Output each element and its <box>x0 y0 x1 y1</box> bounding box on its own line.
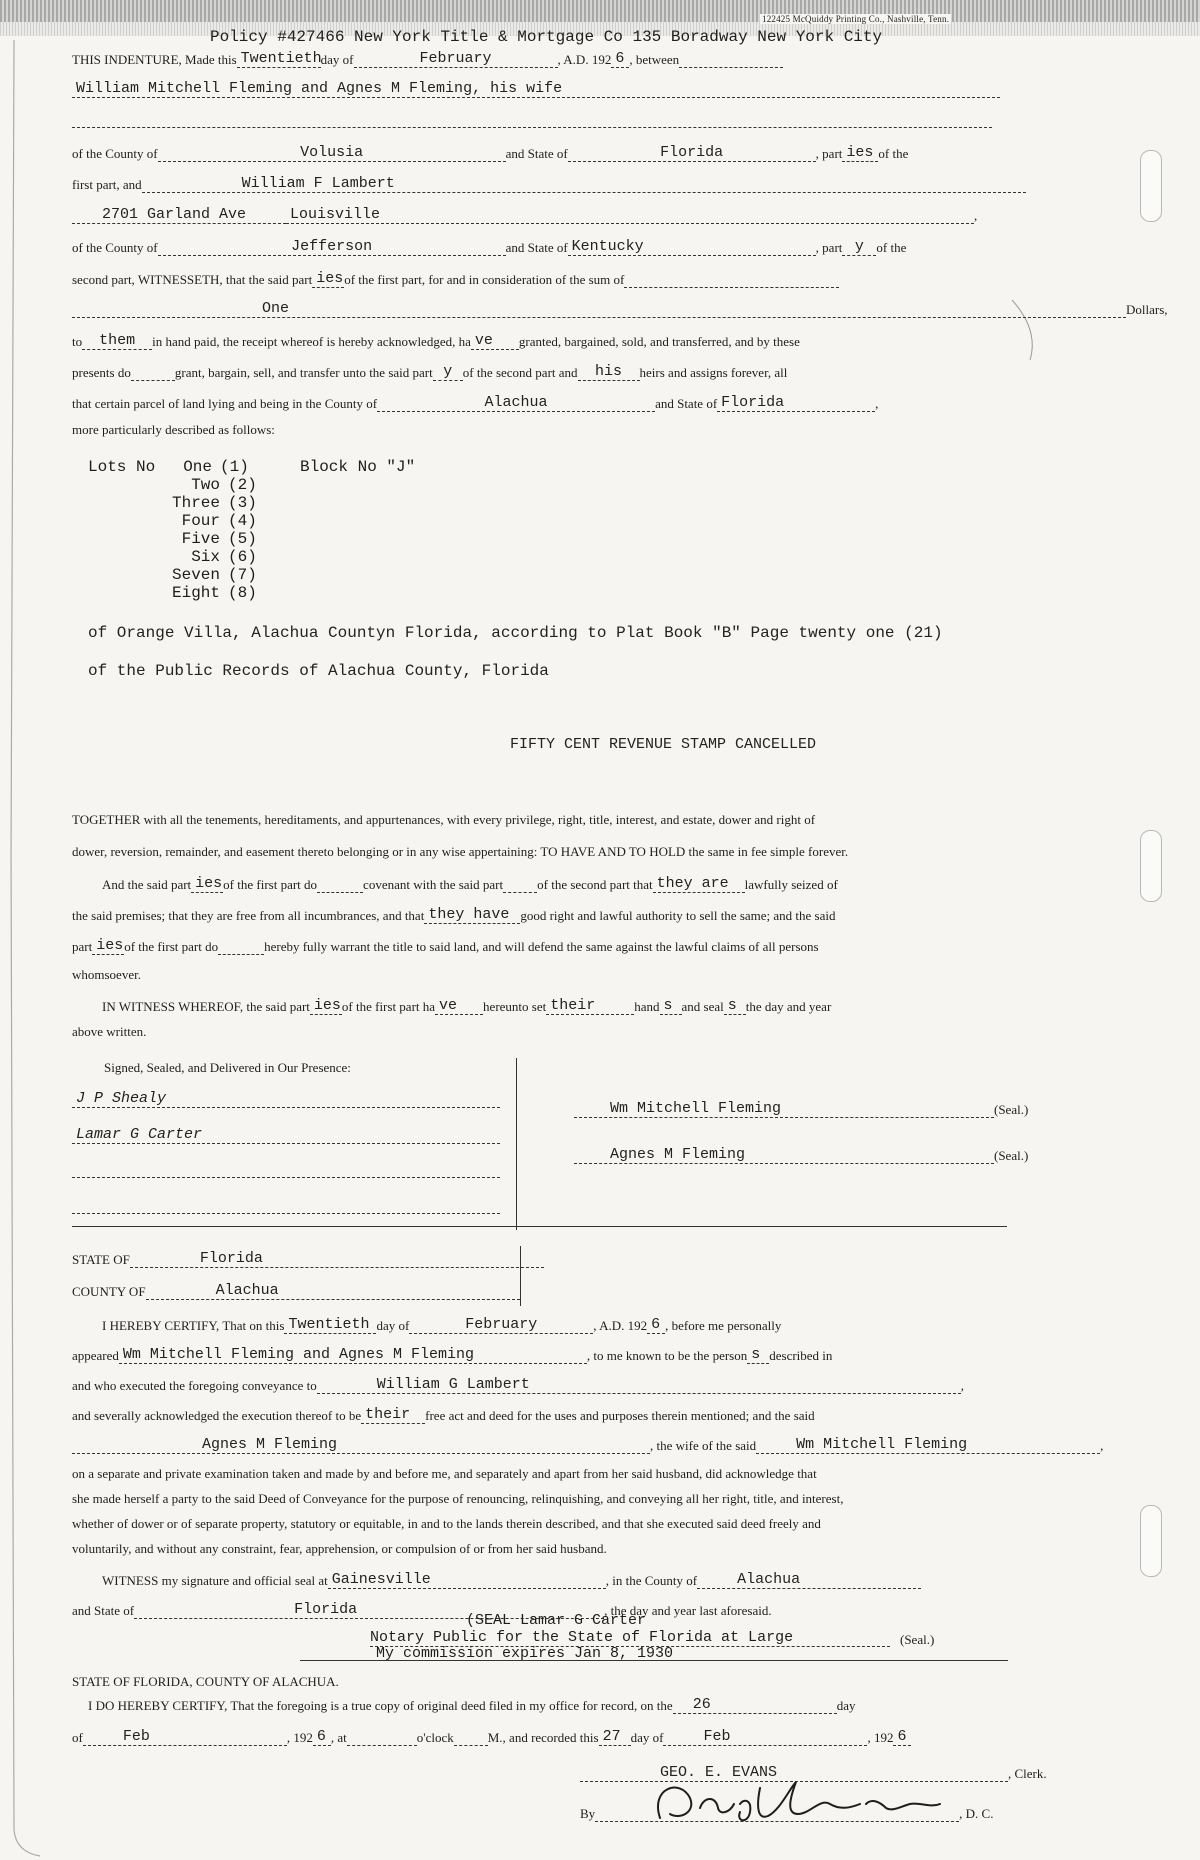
label: I HEREBY CERTIFY, That on this <box>102 1318 285 1333</box>
notary-seal-name: (SEAL Lamar G Carter <box>466 1612 647 1629</box>
ack-line-1 <box>102 1316 1007 1334</box>
label: that certain parcel of land lying and being in the County of <box>72 396 378 411</box>
blank <box>131 368 175 381</box>
label: , to me known to be the person <box>586 1348 748 1363</box>
first-county: Volusia <box>158 144 506 162</box>
suffix: ve <box>435 997 483 1015</box>
lots-row <box>88 494 415 512</box>
suffix: ies <box>842 144 878 162</box>
label: And the said part <box>102 877 192 892</box>
label: , the wife of the said <box>650 1438 757 1453</box>
presents-line <box>72 363 1007 381</box>
grantee-name: William G Lambert <box>317 1376 961 1394</box>
label: part <box>72 939 93 954</box>
notary-title: Notary Public for the State of Florida at Large <box>370 1629 890 1647</box>
label: , before me personally <box>665 1318 782 1333</box>
label: , at <box>330 1730 347 1745</box>
second-party-name: William F Lambert <box>142 175 1026 193</box>
label: and seal <box>681 999 724 1014</box>
label: lawfully seized of <box>744 877 838 892</box>
lots-row <box>88 566 415 584</box>
warrant-line <box>72 937 1007 955</box>
label: appeared <box>72 1348 119 1363</box>
appeared-names: Wm Mitchell Fleming and Agnes M Fleming <box>119 1346 587 1364</box>
ack-line-4 <box>72 1406 1007 1424</box>
label: , A.D. 192 <box>593 1318 648 1333</box>
parcel-line: that certain parcel of land lying and being in the County of Alachua and State of Florida , <box>72 394 879 411</box>
label: WITNESS my signature and official seal at <box>102 1573 328 1588</box>
recorded-year: 6 <box>893 1728 911 1746</box>
second-part-county-line <box>72 238 1007 256</box>
city: Louisville <box>286 206 974 224</box>
recorded-day: 27 <box>599 1728 631 1746</box>
lots-row <box>88 476 415 494</box>
punch-hole-bottom <box>1140 1505 1162 1577</box>
suffix: ies <box>191 875 223 893</box>
blank <box>317 880 363 893</box>
suffix: ve <box>471 332 519 350</box>
suffix: s <box>747 1346 769 1364</box>
label: and State of <box>655 396 718 411</box>
label: of the <box>878 146 909 161</box>
ack-line-5: Agnes M Fleming , the wife of the said Wm Mitchell Fleming , <box>72 1436 1007 1454</box>
label: the day and year <box>745 999 832 1014</box>
to-them-line <box>72 332 1007 350</box>
label: o'clock <box>416 1730 454 1745</box>
section-divider <box>72 1226 1007 1227</box>
blank <box>347 1733 417 1746</box>
label: of the second part and <box>462 365 578 380</box>
suffix: y <box>842 238 876 256</box>
policy-header: Policy #427466 New York Title & Mortgage Co 135 Boradway New York City <box>210 28 883 46</box>
whomsoever-line: whomsoever. <box>72 967 141 982</box>
suffix: y <box>433 363 463 381</box>
printer-mark: 122425 McQuiddy Printing Co., Nashville, Tenn. <box>762 14 950 24</box>
indenture-line <box>72 50 1007 68</box>
signature-bracket <box>516 1058 517 1230</box>
premises-line <box>72 906 1007 924</box>
ack-line-3: and who executed the foregoing conveyance to William G Lambert , <box>72 1376 964 1393</box>
above-written: above written. <box>72 1024 147 1039</box>
indenture-day: Twentieth <box>237 50 321 68</box>
label: of the County of <box>72 146 158 161</box>
first-part-and-line <box>72 175 1007 193</box>
label: , A.D. 192 <box>557 52 612 67</box>
lots-row <box>88 584 415 602</box>
lot-num: (7) <box>228 566 257 584</box>
label: , part <box>815 146 843 161</box>
filed-month: Feb <box>83 1728 287 1746</box>
suffix: s <box>724 997 746 1015</box>
ack-line-6: on a separate and private examination taken and made by and before me, and separately and apart from her said husband, did acknowledge that <box>72 1466 817 1481</box>
label: described in <box>769 1348 833 1363</box>
ack-month: February <box>409 1316 593 1334</box>
blank <box>454 1733 488 1746</box>
signed-in-presence: Signed, Sealed, and Delivered in Our Presence: <box>104 1060 351 1075</box>
label: , D. C. <box>959 1806 994 1821</box>
parties-first-line <box>72 80 1007 98</box>
lots-row <box>88 548 415 566</box>
ack-line-10 <box>102 1571 1007 1589</box>
filed-year: 6 <box>313 1728 331 1746</box>
label: I DO HEREBY CERTIFY, That the foregoing is a true copy of original deed filed in my office for record, on the <box>88 1698 673 1713</box>
covenant-line <box>102 875 1007 893</box>
described-line: more particularly described as follows: <box>72 422 275 437</box>
indenture-month: February <box>354 50 558 68</box>
to-whom: them <box>82 332 152 350</box>
notary-seal-label: (Seal.) <box>900 1632 935 1647</box>
ack-county-line <box>72 1282 532 1300</box>
grantor-2-line <box>574 1146 1029 1164</box>
second-county: Jefferson <box>158 238 506 256</box>
label: COUNTY OF <box>72 1284 146 1299</box>
label: , 192 <box>867 1730 894 1745</box>
label: , between <box>629 52 680 67</box>
label: and State of <box>72 1603 135 1618</box>
label: day of <box>630 1730 664 1745</box>
suffix: their <box>361 1406 425 1424</box>
label: , the day and year last aforesaid. <box>604 1603 772 1618</box>
label: granted, bargained, sold, and transferred, and by these <box>518 334 800 349</box>
label: to <box>72 334 83 349</box>
in-witness-line <box>102 997 1007 1015</box>
label: heirs and assigns forever, all <box>639 365 788 380</box>
sum-amount: One <box>72 300 1126 318</box>
ack-county: Alachua <box>146 1282 520 1300</box>
label: in hand paid, the receipt whereof is hereby acknowledged, ha <box>152 334 471 349</box>
suffix: they are <box>653 875 745 893</box>
witness-place: Gainesville <box>328 1571 606 1589</box>
witness-county: Alachua <box>697 1571 921 1589</box>
seal-label: (Seal.) <box>994 1102 1029 1117</box>
notary-commission: My commission expires Jan 8, 1930 <box>376 1645 674 1662</box>
lot-num: (6) <box>228 548 257 566</box>
indenture-year: 6 <box>611 50 629 68</box>
label: , part <box>815 240 843 255</box>
lot-num: (5) <box>228 530 257 548</box>
ack-line-9: voluntarily, and without any constraint, fear, apprehension, or compulsion of or from her said husband. <box>72 1541 607 1556</box>
witness-state: Florida <box>134 1601 604 1619</box>
lot-num: (8) <box>228 584 257 602</box>
ack-line-7: she made herself a party to the said Deed of Conveyance for the purpose of renouncing, relinquishing, and conveying all her right, title, and interest, <box>72 1491 844 1506</box>
label: and who executed the foregoing conveyance to <box>72 1378 317 1393</box>
label: of the first part, for and in consideration of the sum of <box>344 272 625 287</box>
ack-year: 6 <box>647 1316 665 1334</box>
label: presents do <box>72 365 131 380</box>
label: the said premises; that they are free from all incumbrances, and that <box>72 908 425 923</box>
label: , 192 <box>286 1730 313 1745</box>
label: of the first part do <box>124 939 219 954</box>
suffix: ies <box>92 937 124 955</box>
suffix: s <box>660 997 682 1015</box>
lot-word: Four <box>181 512 220 530</box>
lot-word: Five <box>181 530 220 548</box>
ack-state: Florida <box>130 1250 544 1268</box>
wife-name: Agnes M Fleming <box>72 1436 650 1454</box>
seal-label: (Seal.) <box>994 1148 1029 1163</box>
lot-num: (4) <box>228 512 257 530</box>
label: and severally acknowledged the execution thereof to be <box>72 1408 362 1423</box>
lot-num: (2) <box>228 476 257 494</box>
clerk-line-1 <box>88 1696 1008 1714</box>
lots-description-1: of Orange Villa, Alachua Countyn Florida, according to Plat Book "B" Page twenty one (21) <box>88 624 943 642</box>
lot-word: Two <box>191 476 220 494</box>
blank-line <box>72 112 1007 128</box>
notary-rule <box>300 1660 1008 1661</box>
label: day of <box>320 52 354 67</box>
lot-word: One <box>183 458 212 476</box>
label: of the second part that <box>537 877 653 892</box>
blank <box>679 55 783 68</box>
label: , in the County of <box>605 1573 698 1588</box>
parcel-state: Florida <box>717 394 875 412</box>
suffix: their <box>546 997 634 1015</box>
punch-hole-top <box>1140 150 1162 222</box>
witness-1-signature: J P Shealy <box>72 1090 500 1108</box>
suffix: ies <box>310 997 342 1015</box>
witness-4-line <box>72 1198 502 1214</box>
punch-hole-middle <box>1140 830 1162 902</box>
husband-name: Wm Mitchell Fleming <box>756 1436 1100 1454</box>
second-state: Kentucky <box>568 238 816 256</box>
label: free act and deed for the uses and purposes therein mentioned; and the said <box>425 1408 815 1423</box>
blank <box>218 942 264 955</box>
first-state: Florida <box>568 144 816 162</box>
ack-line-8: whether of dower or of separate property, statutory or equitable, in and to the lands therein described, and that she executed said deed freely and <box>72 1516 821 1531</box>
together-p2: dower, reversion, remainder, and easement thereto belonging or in any wise appertaining: TO HAVE AND TO HOLD the same in fee simple forever. <box>72 844 849 859</box>
lots-list <box>88 458 415 602</box>
clerk-heading: STATE OF FLORIDA, COUNTY OF ALACHUA. <box>72 1674 339 1689</box>
recorded-month: Feb <box>663 1728 867 1746</box>
witness-3-line <box>72 1162 502 1178</box>
ack-state-line <box>72 1250 532 1268</box>
suffix: they have <box>424 906 520 924</box>
clerk-line-2 <box>72 1728 1007 1746</box>
label: M., and recorded this <box>487 1730 599 1745</box>
parcel-county: Alachua <box>377 394 655 412</box>
lots-row <box>88 530 415 548</box>
address-line: 2701 Garland Ave Louisville , <box>72 206 1007 224</box>
witnesseth-line <box>72 270 1007 288</box>
suffix: his <box>578 363 640 381</box>
lot-num: (3) <box>228 494 257 512</box>
blank <box>72 1201 500 1214</box>
label: first part, and <box>72 177 142 192</box>
ack-line-2 <box>72 1346 1007 1364</box>
label: IN WITNESS WHEREOF, the said part <box>102 999 310 1014</box>
ack-day: Twentieth <box>284 1316 376 1334</box>
address: 2701 Garland Ave <box>72 206 286 224</box>
revenue-stamp-note: FIFTY CENT REVENUE STAMP CANCELLED <box>510 736 817 753</box>
label: STATE OF <box>72 1252 130 1267</box>
witness-1-line <box>72 1090 502 1108</box>
label: good right and lawful authority to sell the same; and the said <box>520 908 836 923</box>
lot-word: Eight <box>171 584 220 602</box>
label: , Clerk. <box>1008 1766 1047 1781</box>
lot-num: (1) <box>220 458 249 476</box>
lot-word: Three <box>171 494 220 512</box>
grantor-1-line <box>574 1100 1029 1118</box>
label: day <box>836 1698 856 1713</box>
together-p1: TOGETHER with all the tenements, hereditaments, and appurtenances, with every privilege, right, title, interest, and estate, dower and right of <box>72 812 816 827</box>
filed-day: 26 <box>673 1696 837 1714</box>
label: hand <box>634 999 660 1014</box>
lot-word: Seven <box>171 566 220 584</box>
label: hereunto set <box>483 999 547 1014</box>
lots-row <box>88 512 415 530</box>
label: day of <box>376 1318 410 1333</box>
blank <box>72 1165 500 1178</box>
label: of the first part ha <box>341 999 436 1014</box>
lot-word: Six <box>191 548 220 566</box>
lots-label: Lots No <box>88 458 156 476</box>
label: of the first part do <box>223 877 318 892</box>
label: THIS INDENTURE, Made this <box>72 52 237 67</box>
lots-description-2: of the Public Records of Alachua County, Florida <box>88 662 549 680</box>
deputy-clerk-signature <box>640 1768 980 1828</box>
ack-bracket <box>520 1246 521 1306</box>
label: of <box>72 1730 83 1745</box>
blank <box>624 275 839 288</box>
label: hereby fully warrant the title to said land, and will defend the same against the lawful claims of all persons <box>264 939 819 954</box>
lots-row <box>88 458 415 476</box>
clerk-name: GEO. E. EVANS <box>580 1764 1008 1782</box>
label: of the County of <box>72 240 158 255</box>
grantor-1-signature: Wm Mitchell Fleming <box>574 1100 994 1118</box>
label: Dollars, <box>1126 302 1168 317</box>
witness-2-line <box>72 1126 502 1144</box>
label: of the <box>876 240 907 255</box>
witness-2-signature: Lamar G Carter <box>72 1126 500 1144</box>
block-label: Block No "J" <box>300 458 416 476</box>
suffix: ies <box>312 270 344 288</box>
label: grant, bargain, sell, and transfer unto the said part <box>174 365 433 380</box>
label: and State of <box>505 240 568 255</box>
first-part-county-line <box>72 144 1007 162</box>
first-parties: William Mitchell Fleming and Agnes M Fleming, his wife <box>72 80 1000 98</box>
blank <box>503 880 537 893</box>
label: second part, WITNESSETH, that the said part <box>72 272 313 287</box>
grantor-2-signature: Agnes M Fleming <box>574 1146 994 1164</box>
label: By <box>580 1806 596 1821</box>
label: and State of <box>505 146 568 161</box>
blank <box>72 115 992 128</box>
label: covenant with the said part <box>363 877 504 892</box>
sum-line <box>72 300 1168 318</box>
